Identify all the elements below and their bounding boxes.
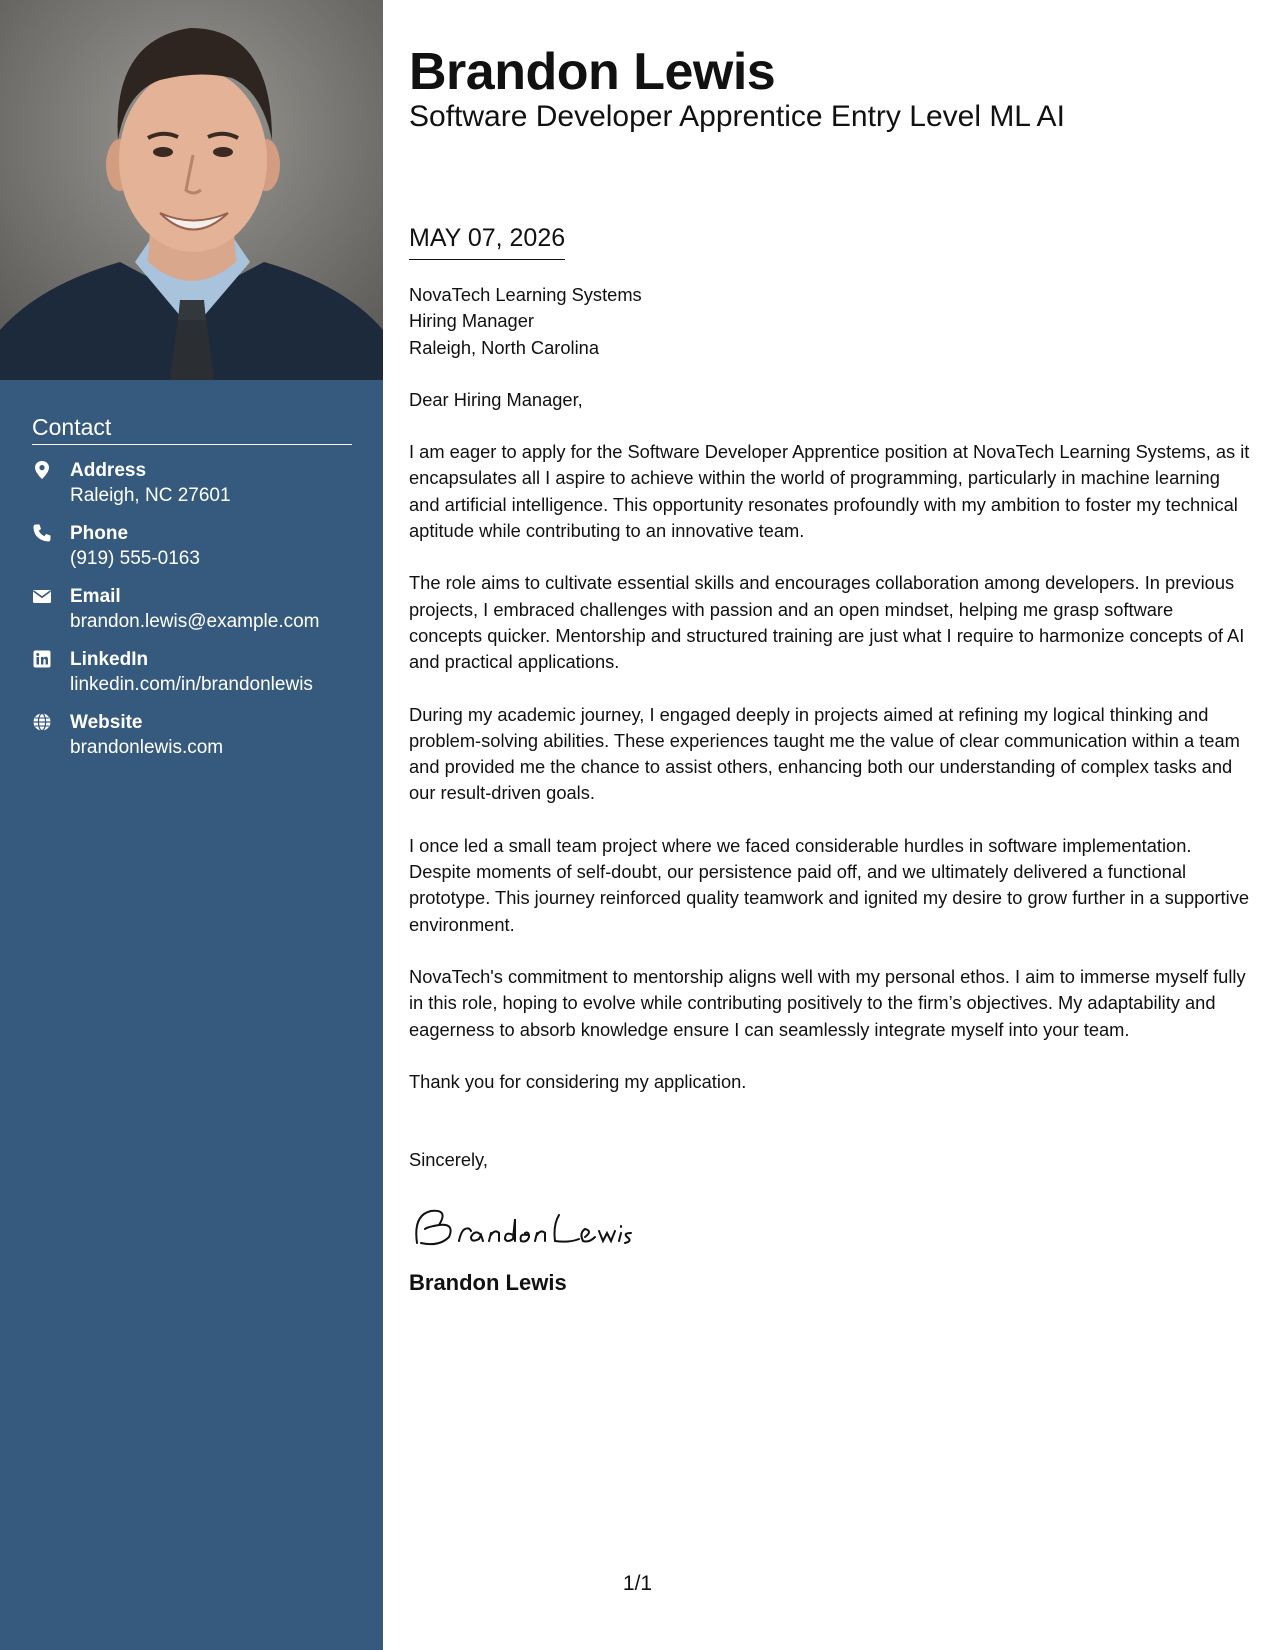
email-label: Email <box>70 586 121 607</box>
linkedin-icon <box>32 649 52 669</box>
letter-header <box>409 38 1251 136</box>
email-value: brandon.lewis@example.com <box>70 611 320 632</box>
handwritten-signature <box>409 1205 639 1251</box>
phone-value: (919) 555-0163 <box>70 548 200 569</box>
body-paragraph: During my academic journey, I engaged deeply in projects aimed at refining my logical thinking and problem-solving abilities. These experiences taught me the value of clear communication within a team and provided me the chance to assist others, enhancing both our understanding of complex tasks and our result-driven goals. <box>409 703 1240 804</box>
address-label: Address <box>70 460 147 481</box>
letter-date: MAY 07, 2026 <box>409 221 565 260</box>
profile-photo <box>0 0 383 380</box>
body-paragraph: The role aims to cultivate essential skills and encourages collaboration among developers. In previous projects, I embraced challenges with passion and an open mindset, helping me grasp software concepts quicker. Mentorship and structured training are just what I require to harmonize concepts of AI and practical applications. <box>409 572 1245 673</box>
contact-linkedin <box>32 647 352 698</box>
recipient-location: Raleigh, North Carolina <box>409 336 600 358</box>
page-number: 1/1 <box>622 1572 653 1595</box>
recipient-title: Hiring Manager <box>409 310 534 332</box>
applicant-name: Brandon Lewis <box>409 43 776 101</box>
recipient-block <box>409 282 1251 361</box>
body-paragraph: I once led a small team project where we faced considerable hurdles in software implementation. Despite moments of self-doubt, our persistence paid off, and we ultimately delivered a functional prototype. This journey reinforced quality teamwork and ignited my desire to grow further in a supportive environment. <box>409 834 1250 935</box>
envelope-icon <box>32 586 52 606</box>
linkedin-value: linkedin.com/in/brandonlewis <box>70 674 313 695</box>
map-marker-icon <box>32 460 52 480</box>
website-label: Website <box>70 712 143 733</box>
salutation: Dear Hiring Manager, <box>409 388 583 410</box>
contact-section <box>32 412 352 761</box>
applicant-headline: Software Developer Apprentice Entry Level ML AI <box>409 100 1065 133</box>
letter-body <box>409 282 1251 1297</box>
contact-address <box>32 458 352 509</box>
contact-title: Contact <box>32 412 352 445</box>
phone-icon <box>32 523 52 543</box>
website-value: brandonlewis.com <box>70 737 224 758</box>
body-paragraph: NovaTech's commitment to mentorship aligns well with my personal ethos. I aim to immerse myself fully in this role, hoping to evolve while contributing positively to the firm’s objectives. My adaptability and eagerness to absorb knowledge ensure I can seamlessly integrate myself into your team. <box>409 965 1246 1040</box>
recipient-company: NovaTech Learning Systems <box>409 284 642 305</box>
contact-email <box>32 584 352 635</box>
linkedin-label: LinkedIn <box>70 649 149 670</box>
phone-label: Phone <box>70 523 129 544</box>
sidebar <box>0 0 383 1650</box>
body-paragraph: Thank you for considering my application. <box>409 1070 747 1092</box>
globe-icon <box>32 712 52 732</box>
signer-name: Brandon Lewis <box>409 1270 567 1296</box>
body-paragraph: I am eager to apply for the Software Developer Apprentice position at NovaTech Learning Systems, as it encapsulates all I aspire to achieve within the world of programming, particularly in machine learning and artificial intelligence. This opportunity resonates profoundly with my ambition to foster my technical aptitude while contributing to an innovative team. <box>409 441 1250 542</box>
address-value: Raleigh, NC 27601 <box>70 485 231 506</box>
closing: Sincerely, <box>409 1149 488 1171</box>
portrait-illustration <box>0 0 383 380</box>
contact-phone <box>32 521 352 572</box>
contact-website <box>32 710 352 761</box>
